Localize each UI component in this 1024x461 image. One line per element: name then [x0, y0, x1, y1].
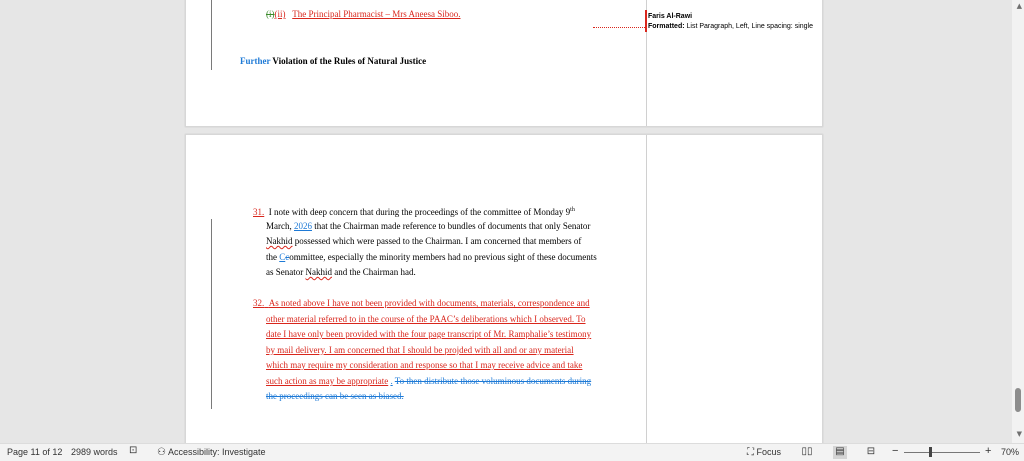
inserted-word: Further — [240, 56, 271, 66]
para31-line4 — [266, 250, 597, 266]
document-page-current[interactable] — [185, 134, 823, 456]
zoom-level[interactable]: 70% — [1001, 447, 1020, 457]
para31-text: and the Chairman had. — [334, 267, 416, 277]
scroll-up-icon[interactable]: ▲ — [1016, 2, 1022, 10]
para32-text: such action as may be appropriate — [266, 376, 389, 386]
para32-number: 32. — [253, 298, 265, 308]
inserted-list-number: (ii) — [274, 9, 286, 19]
accessibility-icon: ⚇ — [157, 447, 166, 458]
word-count[interactable]: 2989 words — [71, 447, 118, 457]
zoom-in-button[interactable]: + — [985, 445, 992, 457]
para31-line3 — [266, 234, 581, 250]
accessibility-button[interactable] — [157, 447, 266, 458]
page-count[interactable]: Page 11 of 12 — [7, 447, 63, 457]
scroll-down-icon[interactable]: ▼ — [1016, 430, 1022, 438]
inserted-year: 2026 — [294, 221, 312, 231]
para32-text: testimony — [555, 329, 592, 339]
para32-line7-deleted: the proceedings can be seen as biased. — [266, 391, 404, 401]
zoom-out-button[interactable]: − — [892, 445, 899, 457]
para32-text: As noted above I have not been provided with documents, materials, correspondence and — [268, 298, 590, 308]
spelling-flag[interactable]: Nakhid — [305, 267, 332, 277]
para32-text: date I have only been provided with the four page transcript of Mr. — [266, 329, 507, 339]
comment-marker — [645, 10, 647, 32]
list-item-pharmacist[interactable] — [266, 7, 460, 23]
vertical-scrollbar[interactable] — [1012, 0, 1024, 443]
accessibility-label: Accessibility: Investigate — [167, 447, 266, 457]
read-mode-icon[interactable]: ▯▯ — [801, 446, 813, 457]
list-item-text: The Principal Pharmacist – Mrs Aneesa Siboo. — [292, 9, 461, 19]
para31-line2 — [266, 219, 590, 235]
web-layout-icon[interactable]: ⊟ — [866, 446, 876, 457]
para31-text: the — [266, 252, 277, 262]
para32-text: by mail delivery. I am concerned that I should be — [266, 345, 443, 355]
deleted-text: To then distribute those voluminous documents during — [394, 376, 592, 386]
zoom-slider-thumb[interactable] — [929, 447, 932, 457]
scrollbar-thumb[interactable] — [1015, 388, 1021, 412]
heading-text: Violation of the Rules of Natural Justice — [272, 56, 427, 66]
spelling-flag[interactable]: Nakhid — [266, 236, 293, 246]
inserted-mark: . — [390, 376, 393, 386]
para32-text: with all and or any material — [474, 345, 574, 355]
spelling-flag[interactable]: projded — [444, 345, 473, 355]
para31-text: possessed which were passed to the Chairman. I am concerned that members of — [294, 236, 582, 246]
comment-connector-line — [593, 27, 645, 28]
formatting-comment-balloon[interactable] — [648, 12, 813, 32]
inserted-letter: C — [279, 252, 286, 262]
para32-line2: other material referred to in the course of the PAAC’s deliberations which I observed. To — [266, 314, 586, 324]
para31-text: that the Chairman made reference to bundles of documents that only Senator — [314, 221, 591, 231]
para31-line5 — [266, 265, 416, 281]
para31-line1 — [253, 203, 575, 221]
para31-text: ommittee, especially the minority members had no previous sight of these documents — [289, 252, 597, 262]
proofing-icon[interactable]: ⊡ — [129, 445, 138, 456]
focus-button[interactable] — [747, 447, 781, 458]
comment-text: List Paragraph, Left, Line spacing: single — [686, 23, 813, 30]
para32-line3 — [266, 327, 591, 343]
comment-author: Faris Al-Rawi — [648, 13, 693, 20]
deleted-list-number: (i) — [266, 9, 275, 19]
status-bar — [0, 443, 1024, 461]
focus-label: Focus — [756, 447, 782, 457]
markup-area-divider — [646, 135, 647, 455]
para31-text: March, — [266, 221, 292, 231]
change-bar — [211, 219, 212, 409]
comment-label: Formatted: — [648, 23, 685, 30]
para31-text: as Senator — [266, 267, 304, 277]
para32-text: Ramphalie’s — [508, 329, 554, 339]
para32-line1 — [253, 296, 590, 312]
para32-line5: which may require my consideration and response so that I may receive advice and take — [266, 360, 583, 370]
section-heading[interactable] — [240, 54, 426, 70]
change-bar — [211, 0, 212, 70]
para31-text: I note with deep concern that during the proceedings of the committee of Monday 9 — [268, 207, 571, 217]
para32-line4 — [266, 343, 574, 359]
para31-number: 31. — [253, 207, 265, 217]
deleted-letter: c — [285, 252, 290, 262]
print-layout-icon[interactable]: ▤ — [833, 446, 847, 459]
superscript: th — [570, 207, 575, 213]
zoom-slider[interactable] — [904, 452, 980, 453]
para32-line6 — [266, 374, 591, 390]
focus-icon: ⛶ — [747, 447, 754, 458]
